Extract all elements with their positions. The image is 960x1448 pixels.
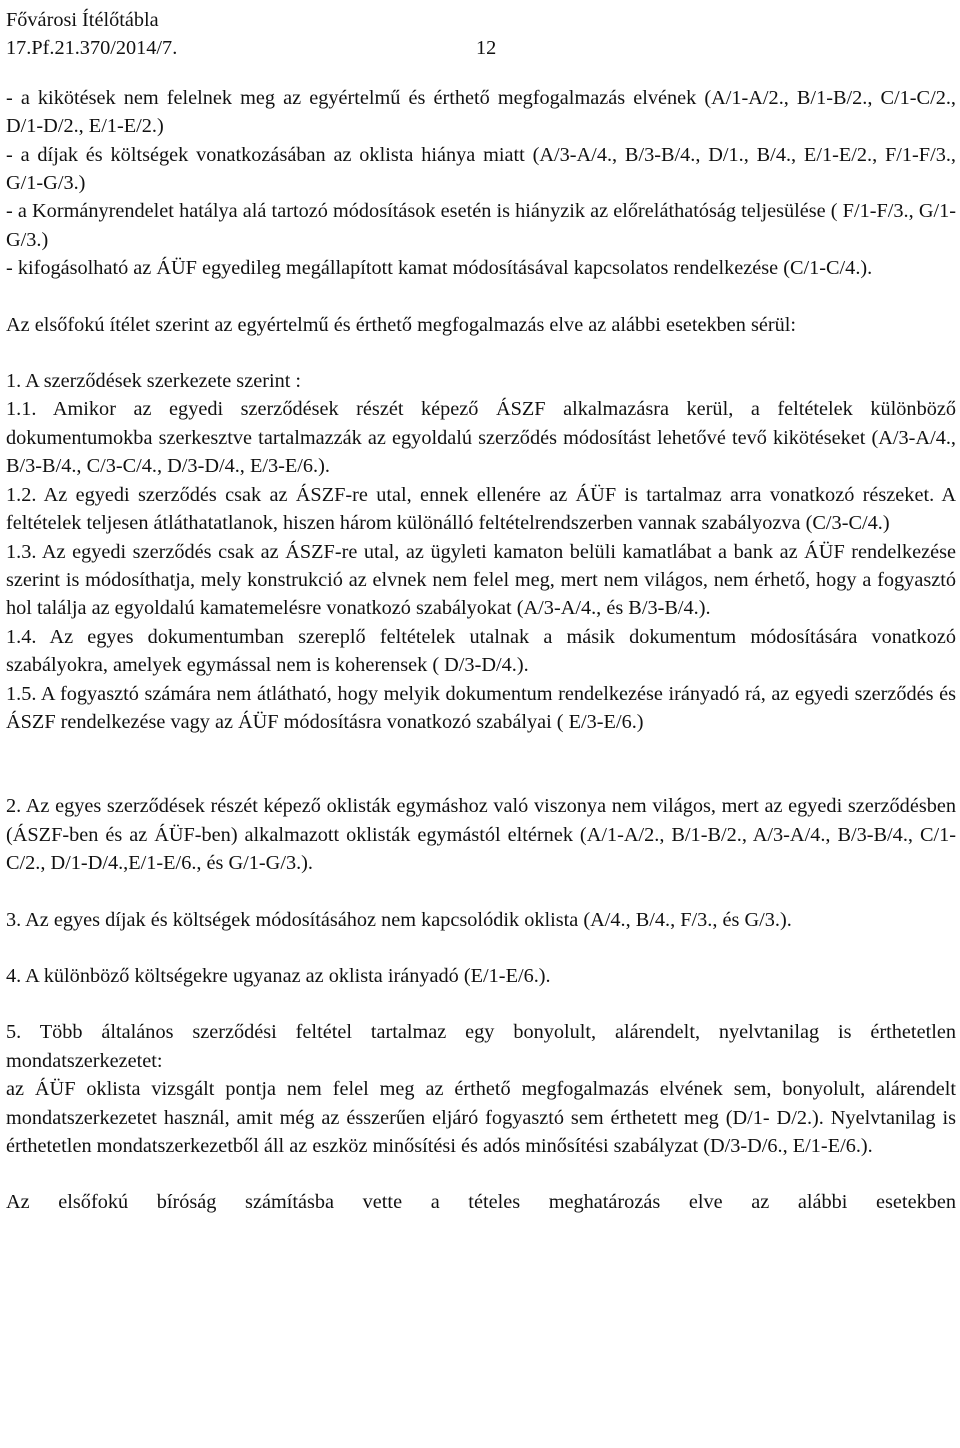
bullet-4: - kifogásolható az ÁÜF egyedileg megállapított kamat módosításával kapcsolatos rendelkezése (C/1-C/4.). xyxy=(6,257,873,280)
court-name: Fővárosi Ítélőtábla xyxy=(6,9,159,31)
section-1-item-5: 1.5. A fogyasztó számára nem átlátható, hogy melyik dokumentum rendelkezése irányadó rá, az egyedi szerződés és ÁSZF rendelkezése vagy az ÁÜF módosításra vonatkozó szabályai ( E/3-E/6.) xyxy=(6,682,956,733)
point-3: 3. Az egyes díjak és költségek módosításához nem kapcsolódik oklista (A/4., B/4., F/3., és G/3.). xyxy=(6,908,792,931)
section-1-item-2: 1.2. Az egyedi szerződés csak az ÁSZF-re utal, ennek ellenére az ÁÜF is tartalmaz arra vonatkozó részeket. A feltételek teljesen átláthatatlanok, hiszen három különálló feltételrendszerben vannak szabályozva (C/3-C/4.) xyxy=(6,483,956,535)
header-row xyxy=(6,34,956,62)
section-1-item-4: 1.4. Az egyes dokumentumban szereplő feltételek utalnak a másik dokumentum módosítására vonatkozó szabályokra, amelyek egymással nem is koherensek ( D/3-D/4.). xyxy=(6,625,956,677)
point-5-heading: 5. Több általános szerződési feltétel tartalmaz egy bonyolult, alárendelt, nyelvtanilag is érthetetlen mondatszerkezetet: xyxy=(6,1021,956,1072)
document-page xyxy=(6,6,956,1217)
page-header xyxy=(6,6,956,63)
point-5-body: az ÁÜF oklista vizsgált pontja nem felel meg az érthető megfogalmazás elvének sem, bonyolult, alárendelt mondatszerkezetet használ, amit még az ésszerűen eljáró fogyasztó sem érthetett meg (D/1- D/2.). Nyelvtanilag is érthetetlen mondatszerkezetből áll az eszköz minősítési és adós minősítési szabályzat (D/3-D/6., E/1-E/6.). xyxy=(6,1078,956,1157)
closing-paragraph: Az elsőfokú bíróság számításba vette a tételes meghatározás elve az alábbi esetekben xyxy=(6,1191,956,1214)
case-number: 17.Pf.21.370/2014/7. xyxy=(6,37,178,60)
section-1-item-3: 1.3. Az egyedi szerződés csak az ÁSZF-re utal, az ügyleti kamaton belüli kamatlábat a bank az ÁÜF rendelkezése szerint is módosíthatja, mely konstrukció az elvnek nem felel meg, mert nem világos, nem érhető, hogy a fogyasztó hol találja az egyoldalú kamatemelésre vonatkozó szabályokat (A/3-A/4., és B/3-B/4.). xyxy=(6,540,956,620)
point-4: 4. A különböző költségekre ugyanaz az oklista irányadó (E/1-E/6.). xyxy=(6,964,551,987)
bullet-3: - a Kormányrendelet hatálya alá tartozó módosítások esetén is hiányzik az előreláthatóság teljesülése ( F/1-F/3., G/1-G/3.) xyxy=(6,200,956,251)
section-1-heading: 1. A szerződések szerkezete szerint : xyxy=(6,370,302,393)
bullet-2: - a díjak és költségek vonatkozásában az oklista hiánya miatt (A/3-A/4., B/3-B/4., D/1., B/4., E/1-E/2., F/1-F/3., G/1-G/3.) xyxy=(6,143,956,195)
bullet-1: - a kikötések nem felelnek meg az egyértelmű és érthető megfogalmazás elvének (A/1-A/2., B/1-B/2., C/1-C/2., D/1-D/2., E/1-E/2.) xyxy=(6,86,956,138)
section-1-item-1: 1.1. Amikor az egyedi szerződések részét képező ÁSZF alkalmazásra kerül, a feltételek különböző dokumentumokba szerkesztve tartalmazzák az egyoldalú szerződés módosítást lehetővé tevő kikötéseket (A/3-A/4., B/3-B/4., C/3-C/4., D/3-D/4., E/3-E/6.). xyxy=(6,398,956,478)
intro-paragraph: Az elsőfokú ítélet szerint az egyértelmű és érthető megfogalmazás elve az alábbi esetekben sérül: xyxy=(6,313,797,336)
page-number: 12 xyxy=(476,37,497,60)
point-2: 2. Az egyes szerződések részét képező oklisták egymáshoz való viszonya nem világos, mert az egyedi szerződésben (ÁSZF-ben és az ÁÜF-ben) alkalmazott oklisták egymástól eltérnek (A/1-A/2., B/1-B/2., A/3-A/4., B/3-B/4., C/1-C/2., D/1-D/4.,E/1-E/6., és G/1-G/3.). xyxy=(6,795,956,875)
